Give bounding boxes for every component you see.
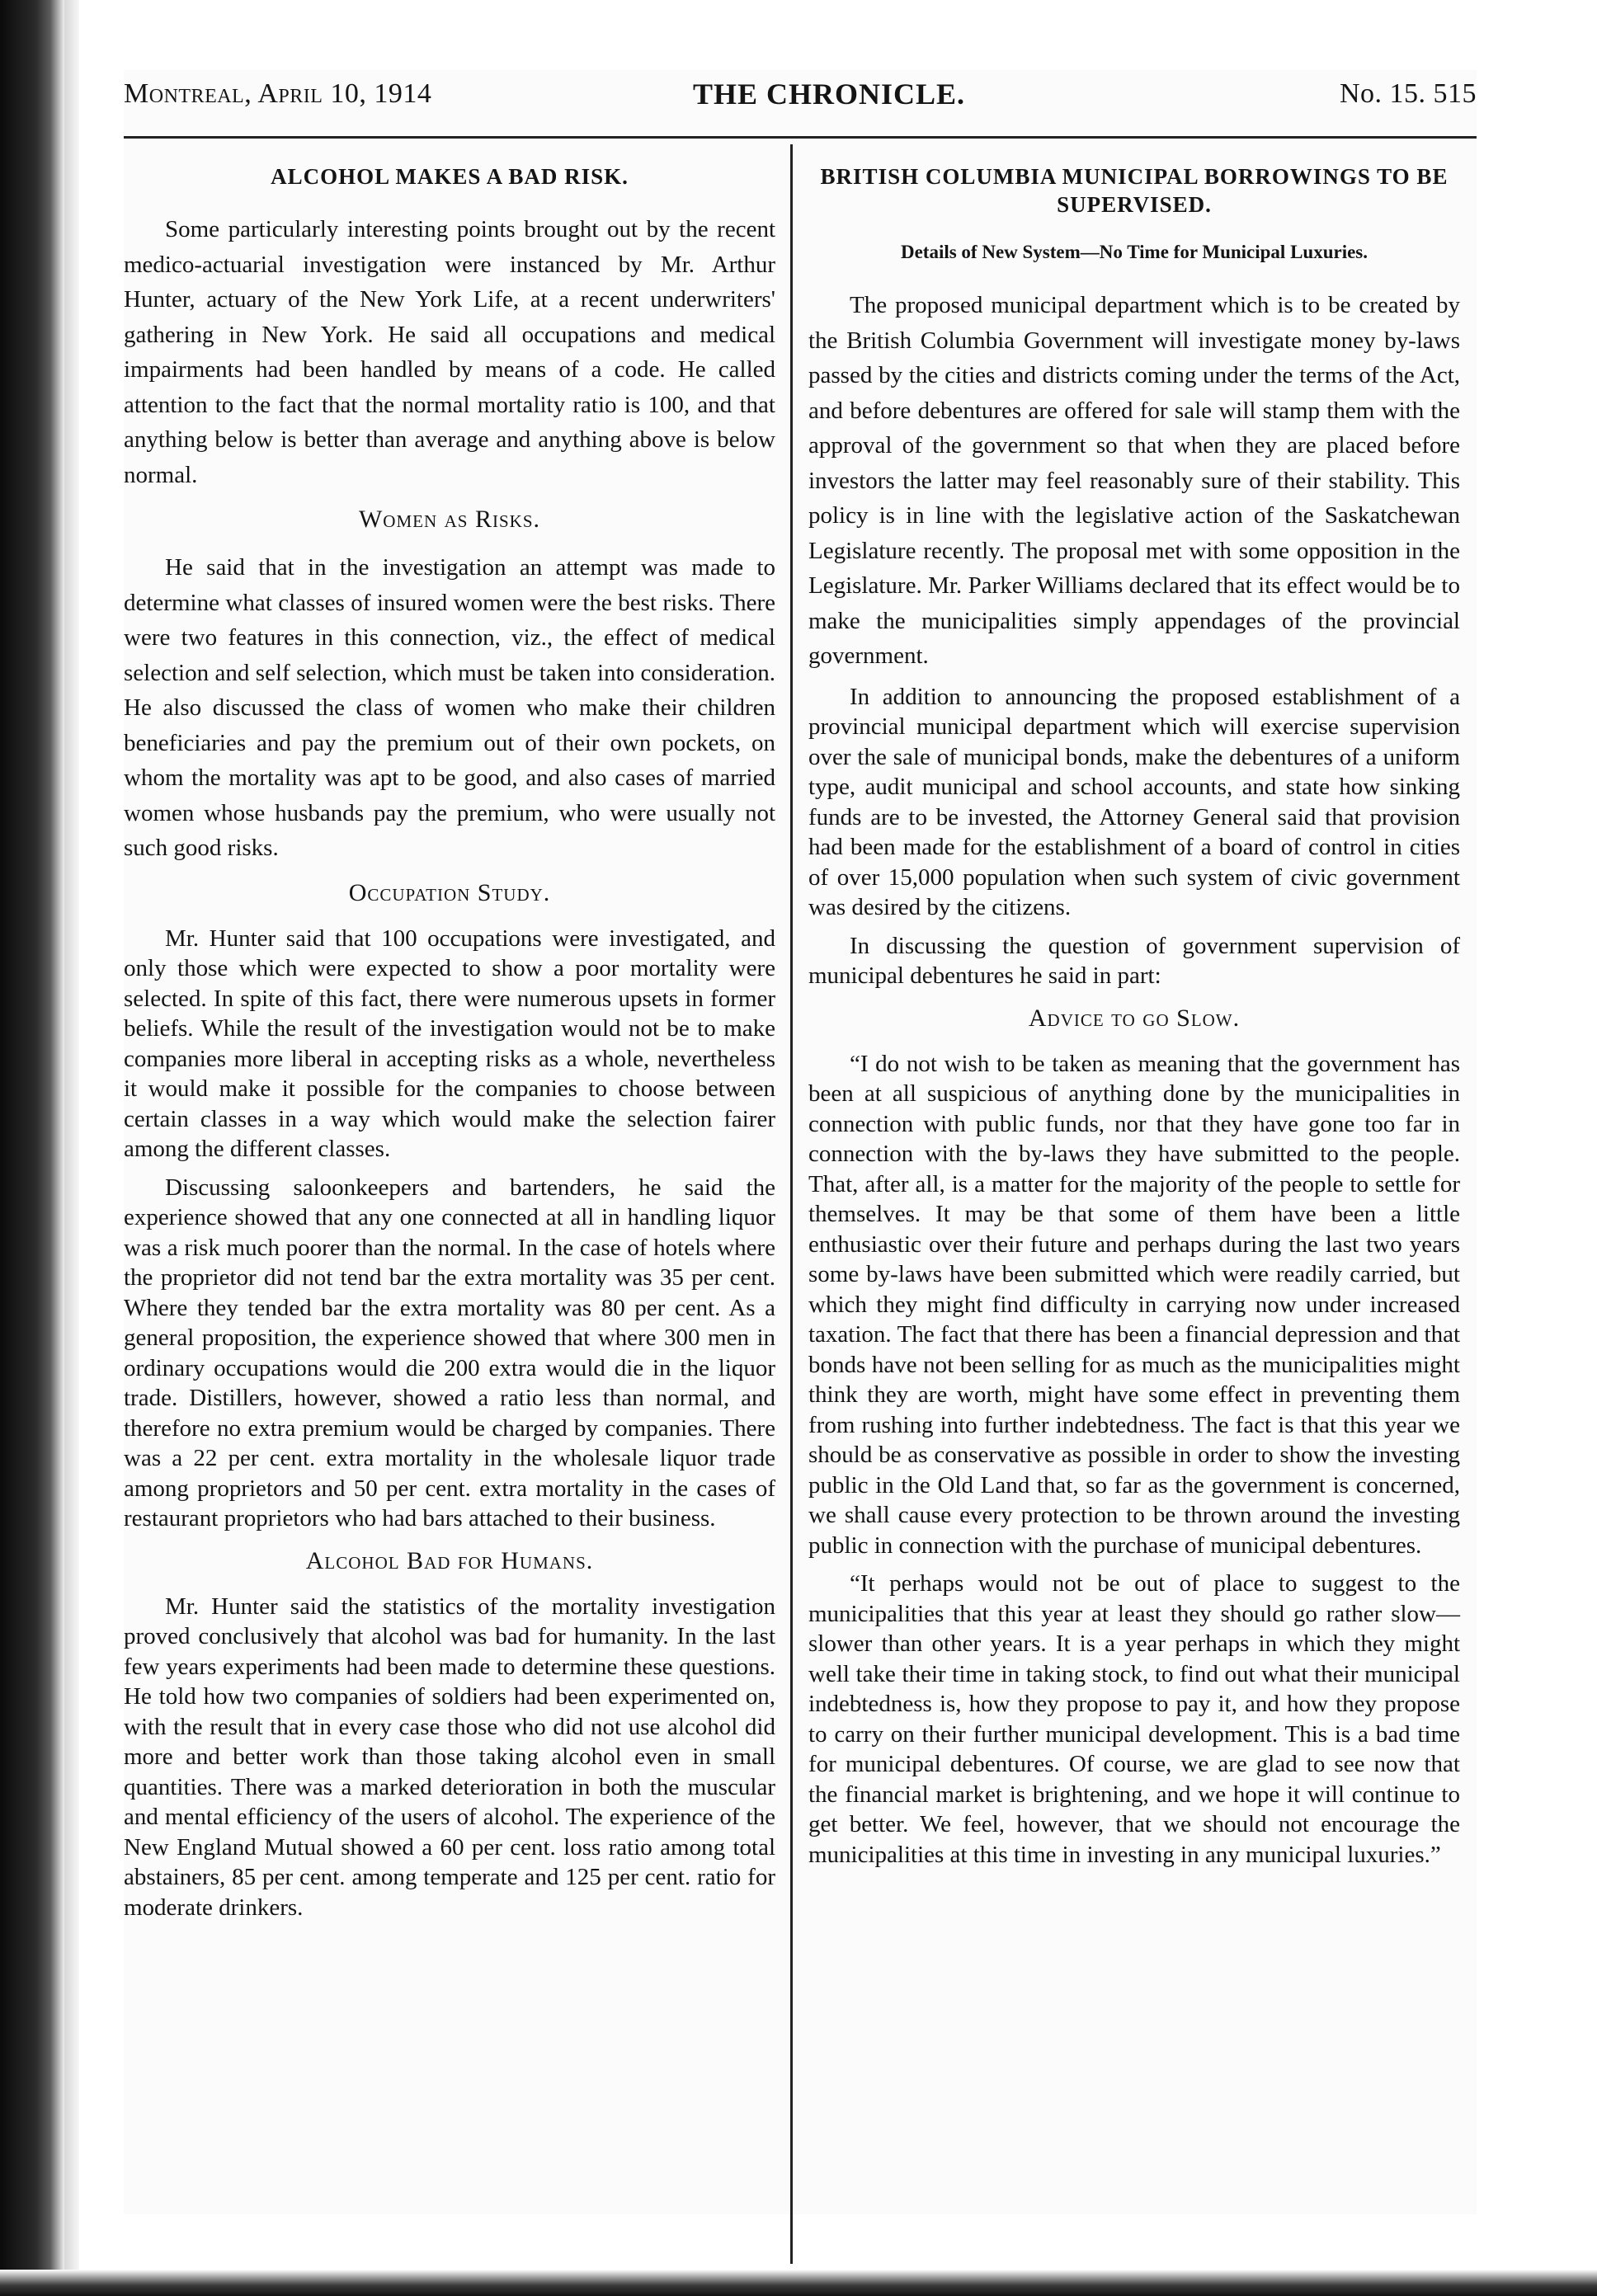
paragraph: The proposed municipal department which is to be created by the British Columbia Government will investigate money by-laws passed by the cities and districts coming under the terms of the Act, and before debentures are offered for sale will stamp them with the approval of the government so that when they are placed before investors the latter may feel reasonably sure of their stability. This policy is in line with the legislative action of the Saskatchewan Legislature recently. The proposal met with some opposition in the Legislature. Mr. Parker Williams declared that its effect would be to make the municipalities simply appendages of the provincial government. xyxy=(808,292,1460,669)
subhead-advice-to-go-slow: Advice to go Slow. xyxy=(1028,1004,1241,1032)
masthead: THE CHRONICLE. xyxy=(693,78,966,111)
right-column xyxy=(808,162,1460,1878)
paragraph: Some particularly interesting points brought out by the recent medico-actuarial investigation were instanced by Mr. Arthur Hunter, actuary of the New York Life, at a recent underwriters' gathering in New York. He said all occupations and medical impairments had been handled by means of a code. He called attention to the fact that the normal mortality ratio is 100, and that anything below is better than average and anything above is below normal. xyxy=(124,216,775,488)
paragraph: In discussing the question of government supervision of municipal debentures he said in part: xyxy=(808,932,1460,989)
paragraph: Mr. Hunter said the statistics of the mortality investigation proved conclusively that alcohol was bad for humanity. In the last few years experiments had been made to determine these questions. He told how two companies of soldiers had been experimented on, with the result that in every case those who did not use alcohol did more and better work than those taking alcohol even in small quantities. There was a marked deterioration in both the muscular and mental efficiency of the users of alcohol. The experience of the New England Mutual showed a 60 per cent. loss ratio among total abstainers, 85 per cent. among temperate and 125 per cent. ratio for moderate drinkers. xyxy=(124,1593,775,1921)
dense-section xyxy=(124,924,775,1923)
issue-page-number: No. 15. 515 xyxy=(1339,78,1477,109)
article-title-bc-municipal: BRITISH COLUMBIA MUNICIPAL BORROWINGS TO BE SUPERVISED. xyxy=(820,164,1449,217)
subhead-alcohol-bad-for-humans: Alcohol Bad for Humans. xyxy=(305,1546,594,1574)
binding-gutter xyxy=(0,0,64,2296)
page-edge xyxy=(64,0,79,2296)
header-rule xyxy=(124,136,1477,139)
page-header xyxy=(124,70,1477,120)
article-subtitle: Details of New System—No Time for Municipal Luxuries. xyxy=(900,242,1369,262)
left-column xyxy=(124,162,775,1931)
paragraph: He said that in the investigation an attempt was made to determine what classes of insured women were the best risks. There were two features in this connection, viz., the effect of medical selection and self selection, which must be taken into consideration. He also discussed the class of women who make their children beneficiaries and pay the premium out of their own pockets, on whom the mortality was apt to be good, and also cases of married women whose husbands pay the premium, who were usually not such good risks. xyxy=(124,554,775,861)
scan-bottom-edge xyxy=(0,2270,1597,2296)
paragraph: Discussing saloonkeepers and bartenders, he said the experience showed that any one connected at all in handling liquor was a risk much poorer than the normal. In the case of hotels where the proprietor did not tend bar the extra mortality was 35 per cent. Where they tended bar the extra mortality was 80 per cent. As a general proposition, the experience showed that where 300 men in ordinary occupations would die 200 extra would die in the liquor trade. Distillers, however, showed a ratio less than normal, and therefore no extra premium would be charged by companies. There was a 22 per cent. extra mortality in the wholesale liquor trade among proprietors and 50 per cent. extra mortality in the cases of restaurant proprietors who had bars attached to their business. xyxy=(124,1174,775,1531)
dateline: Montreal, April 10, 1914 xyxy=(124,78,432,109)
newspaper-page xyxy=(124,70,1477,2214)
column-rule xyxy=(790,144,793,2264)
paragraph: Mr. Hunter said that 100 occupations were investigated, and only those which were expected to show a poor mortality were selected. In spite of this fact, there were numerous upsets in former beliefs. While the result of the investigation would not be to make companies more liberal in accepting risks as a whole, nevertheless it would make it possible for the companies to choose between certain classes in a way which would make the selection fairer among the different classes. xyxy=(124,925,775,1162)
article-title-alcohol: ALCOHOL MAKES A BAD RISK. xyxy=(271,164,629,189)
paragraph: In addition to announcing the proposed establishment of a provincial municipal department which will exercise supervision over the sale of municipal bonds, make the debentures of a uniform type, audit municipal and school accounts, and state how sinking funds are to be invested, the Attorney General said that provision had been made for the establishment of a board of control in cities of over 15,000 population when such system of civic government was desired by the citizens. xyxy=(808,683,1460,920)
paragraph: “It perhaps would not be out of place to suggest to the municipalities that this year at least they should go rather slow—slower than other years. It is a year perhaps in which they might well take their time in taking stock, to find out what their municipal indebtedness is, how they propose to pay it, and how they propose to carry on their further municipal development. This is a bad time for municipal debentures. Of course, we are glad to see now that the financial market is brightening, and we hope it will continue to get better. We feel, however, that we should not encourage the municipalities at this time in investing in any municipal luxuries.” xyxy=(808,1570,1460,1868)
dense-section xyxy=(808,682,1460,1870)
paragraph: “I do not wish to be taken as meaning that the government has been at all suspicious of anything done by the municipalities in connection with public funds, nor that they have gone too far in connection with the by-laws they have submitted to the people. That, after all, is a matter for the majority of the people to settle for themselves. It may be that some of them have been a little enthusiastic over their future and perhaps during the last two years some by-laws have been submitted which were readily carried, but which they might find difficulty in carrying now under increased taxation. The fact that there has been a financial depression and that bonds have not been selling for as much as the municipalities might think they are worth, might have some effect in preventing them from rushing into further indebtedness. The fact is that this year we should be as conservative as possible in order to show the investing public in the Old Land that, so far as the government is concerned, we shall cause every protection to be thrown around the investing public in connection with the purchase of municipal debentures. xyxy=(808,1050,1460,1559)
subhead-women-as-risks: Women as Risks. xyxy=(358,506,541,533)
subhead-occupation-study: Occupation Study. xyxy=(348,878,551,906)
